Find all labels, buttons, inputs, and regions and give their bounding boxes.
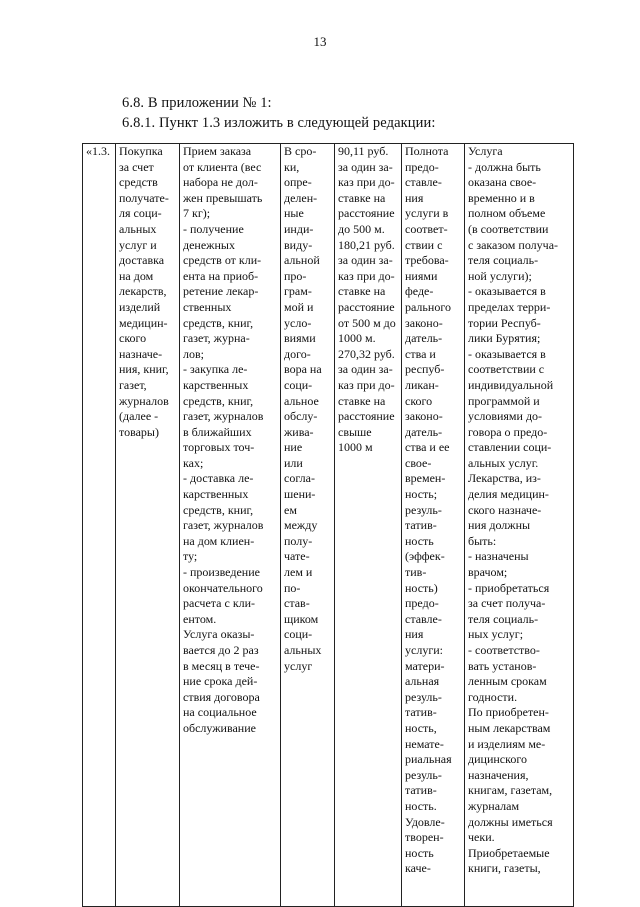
table-cell-item-number: «1.3. bbox=[83, 144, 116, 907]
table-cell-quality-indicators: Полнота предо- ставле- ния услуги в соответ- ствии с требова- ниями феде- рального законо- датель- ства и респуб- ликан- ского законо- датель- ства и ее свое- времен- ность; резуль- татив- ность (эффек- тив- ность) предо- ставле- ния услуги: матери- альная резуль- татив- ность, немате- риальная резуль- татив- ность. Удовле- творен- ность каче- bbox=[402, 144, 465, 907]
table-row bbox=[83, 144, 574, 907]
table-cell-service-conditions: Услуга - должна быть оказана свое- временно и в полном объеме (в соответствии с заказом получа- теля социаль- ной услуги); - оказывается в пределах терри- тории Респуб- лики Бурятия; - оказывается в соответствии с индивидуальной программой и условиями до- говора о предо- ставлении соци- альных услуг. Лекарства, из- делия медицин- ского назначе- ния должны быть: - назначены врачом; - приобретаться за счет получа- теля социаль- ных услуг; - соответство- вать установ- ленным срокам годности. По приобретен- ным лекарствам и изделиям ме- дицинского назначения, книгам, газетам, журналам должны иметься чеки. Приобретаемые книги, газеты, bbox=[465, 144, 574, 907]
table-cell-tariff: 90,11 руб. за один за- каз при до- ставке на расстояние до 500 м. 180,21 руб. за один за- каз при до- ставке на расстояние от 500 м до 1000 м. 270,32 руб. за один за- каз при до- ставке на расстояние свыше 1000 м bbox=[335, 144, 402, 907]
table-cell-service-name: Покупка за счет средств получате- ля соци- альных услуг и доставка на дом лекарств, изделий медицин- ского назначе- ния, книг, газет, журналов (далее - товары) bbox=[116, 144, 180, 907]
table-cell-service-terms: В сро- ки, опре- делен- ные инди- виду- альной про- грам- мой и усло- виями дого- вора на соци- альное обслу- жива- ние или согла- шени- ем между полу- чате- лем и по- став- щиком соци- альных услуг bbox=[281, 144, 335, 907]
section-heading: 6.8. В приложении № 1: bbox=[122, 95, 272, 111]
subsection-heading: 6.8.1. Пункт 1.3 изложить в следующей редакции: bbox=[122, 115, 436, 131]
service-table bbox=[82, 143, 574, 907]
page-number: 13 bbox=[313, 34, 327, 49]
table-cell-service-content: Прием заказа от клиента (вес набора не дол- жен превышать 7 кг); - получение денежных средств от кли- ента на приоб- ретение лекар- ственных средств, книг, газет, журна- лов; - закупка ле- карственных средств, книг, газет, журналов в ближайших торговых точ- ках; - доставка ле- карственных средств, книг, газет, журналов на дом клиен- ту; - произведение окончательного расчета с кли- ентом. Услуга оказы- вается до 2 раз в месяц в тече- ние срока дей- ствия договора на социальное обслуживание bbox=[180, 144, 281, 907]
